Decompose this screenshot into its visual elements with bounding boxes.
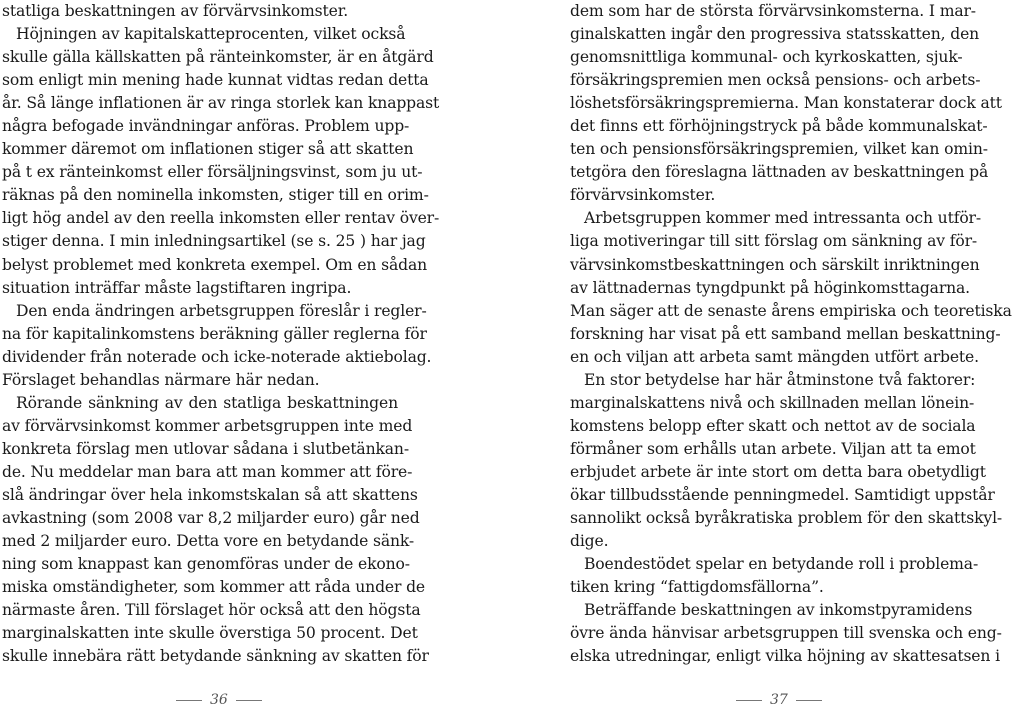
text-line: marginalskatten inte skulle överstiga 50 procent. Det [2, 624, 418, 643]
text-line: slå ändringar över hela inkomstskalan så att skattens [2, 485, 418, 504]
text-line: Beträffande beskattningen av inkomstpyramidens [584, 601, 973, 620]
text-line: Arbetsgruppen kommer med intressanta och utför- [584, 209, 981, 228]
text-line: forskning har visat på ett samband mellan beskattning- [570, 324, 1001, 343]
text-line: de. Nu meddelar man bara att man kommer att före- [2, 462, 413, 481]
left-page-text [2, 0, 440, 668]
text-line: några befogade invändningar anföras. Problem upp- [2, 117, 410, 136]
text-line: dividender från noterade och icke-noterade aktiebolag. [2, 347, 432, 366]
text-line: ning som knappast kan genomföras under de ekono- [2, 555, 410, 574]
left-page-folio [176, 692, 262, 708]
text-line: genomsnittliga kommunal- och kyrkoskatten, sjuk- [570, 48, 963, 67]
text-line: räknas på den nominella inkomsten, stiger till en orim- [2, 186, 429, 205]
text-line: elska utredningar, enligt vilka höjning av skattesatsen i [570, 647, 1000, 666]
text-line: konkreta förslag men utlovar sådana i slutbetänkan- [2, 439, 409, 458]
right-page-number: 37 [770, 692, 788, 708]
text-line: komstens belopp efter skatt och nettot av de sociala [570, 416, 976, 435]
text-line: sannolikt också byråkratiska problem för den skattskyl- [570, 509, 1003, 528]
folio-rule [176, 700, 202, 701]
text-line: liga motiveringar till sitt förslag om sänkning av för- [570, 232, 977, 251]
text-line: miska omständigheter, som kommer att råda under de [2, 578, 426, 597]
folio-rule [736, 700, 762, 701]
text-line: avkastning (som 2008 var 8,2 miljarder euro) går ned [2, 509, 420, 528]
text-line: av lättnadernas tyngdpunkt på höginkomsttagarna. [570, 278, 970, 297]
text-line: Boendestödet spelar en betydande roll i problema- [584, 555, 979, 574]
text-line: värvsinkomstbeskattningen och särskilt inriktningen [570, 255, 980, 274]
text-line: Den enda ändringen arbetsgruppen föreslår i regler- [16, 301, 427, 320]
text-line: ligt hög andel av den reella inkomsten eller rentav över- [2, 209, 440, 228]
folio-rule [796, 700, 822, 701]
text-line: skulle innebära rätt betydande sänkning av skatten för [2, 647, 429, 666]
text-line: som enligt min mening hade kunnat vidtas redan detta [2, 71, 429, 90]
text-line: ökar tillbudsstående penningmedel. Samtidigt uppstår [570, 485, 995, 504]
text-line: tiken kring “fattigdomsfällorna”. [570, 578, 824, 597]
left-page-number: 36 [210, 692, 228, 708]
text-line: situation inträffar måste lagstiftaren ingripa. [2, 278, 352, 297]
text-line: erbjudet arbete är inte stort om detta bara obetydligt [570, 462, 986, 481]
text-line: tetgöra den föreslagna lättnaden av beskattningen på [570, 163, 989, 182]
text-line: skulle gälla källskatten på ränteinkomster, är en åtgärd [2, 48, 434, 67]
text-line: på t ex ränteinkomst eller försäljningsvinst, som ju ut- [2, 163, 423, 182]
text-line: Förslaget behandlas närmare här nedan. [2, 370, 320, 389]
text-line: En stor betydelse har här åtminstone två faktorer: [584, 370, 976, 389]
text-line: Rörande sänkning av den statliga beskattningen [16, 393, 398, 412]
text-line: dem som har de största förvärvsinkomsterna. I mar- [570, 2, 976, 20]
text-line: övre ända hänvisar arbetsgruppen till svenska och eng- [570, 624, 1002, 643]
right-page-folio [736, 692, 822, 708]
text-line: Man säger att de senaste årens empiriska och teoretiska [570, 301, 1012, 320]
text-line: närmaste åren. Till förslaget hör också att den högsta [2, 601, 421, 620]
text-line: förvärvsinkomster. [570, 186, 716, 205]
folio-rule [236, 700, 262, 701]
text-line: kommer däremot om inflationen stiger så att skatten [2, 140, 414, 159]
text-line: ten och pensionsförsäkringspremien, vilket kan omin- [570, 140, 988, 159]
text-line: löshetsförsäkringspremierna. Man konstaterar dock att [570, 94, 1002, 113]
text-line: det finns ett förhöjningstryck på både kommunalskat- [570, 117, 988, 136]
text-line: en och viljan att arbeta samt mängden utfört arbete. [570, 347, 979, 366]
text-line: år. Så länge inflationen är av ringa storlek kan knappast [2, 94, 440, 113]
text-line: belyst problemet med konkreta exempel. Om en sådan [2, 255, 428, 274]
text-line: statliga beskattningen av förvärvsinkomster. [2, 2, 349, 20]
text-line: dige. [570, 532, 609, 551]
text-line: med 2 miljarder euro. Detta vore en betydande sänk- [2, 532, 415, 551]
text-line: av förvärvsinkomst kommer arbetsgruppen inte med [2, 416, 413, 435]
text-line: marginalskattens nivå och skillnaden mellan lönein- [570, 393, 975, 412]
text-line: na för kapitalinkomstens beräkning gäller reglerna för [2, 324, 427, 343]
right-page-text [570, 0, 1012, 668]
text-line: stiger denna. I min inledningsartikel (se s. 25 ) har jag [2, 232, 426, 251]
text-line: Höjningen av kapitalskatteprocenten, vilket också [16, 25, 406, 44]
text-line: ginalskatten ingår den progressiva statsskatten, den [570, 25, 980, 44]
text-line: förmåner som erhålls utan arbete. Viljan att ta emot [570, 439, 976, 458]
text-line: försäkringspremien men också pensions- och arbets- [570, 71, 981, 90]
